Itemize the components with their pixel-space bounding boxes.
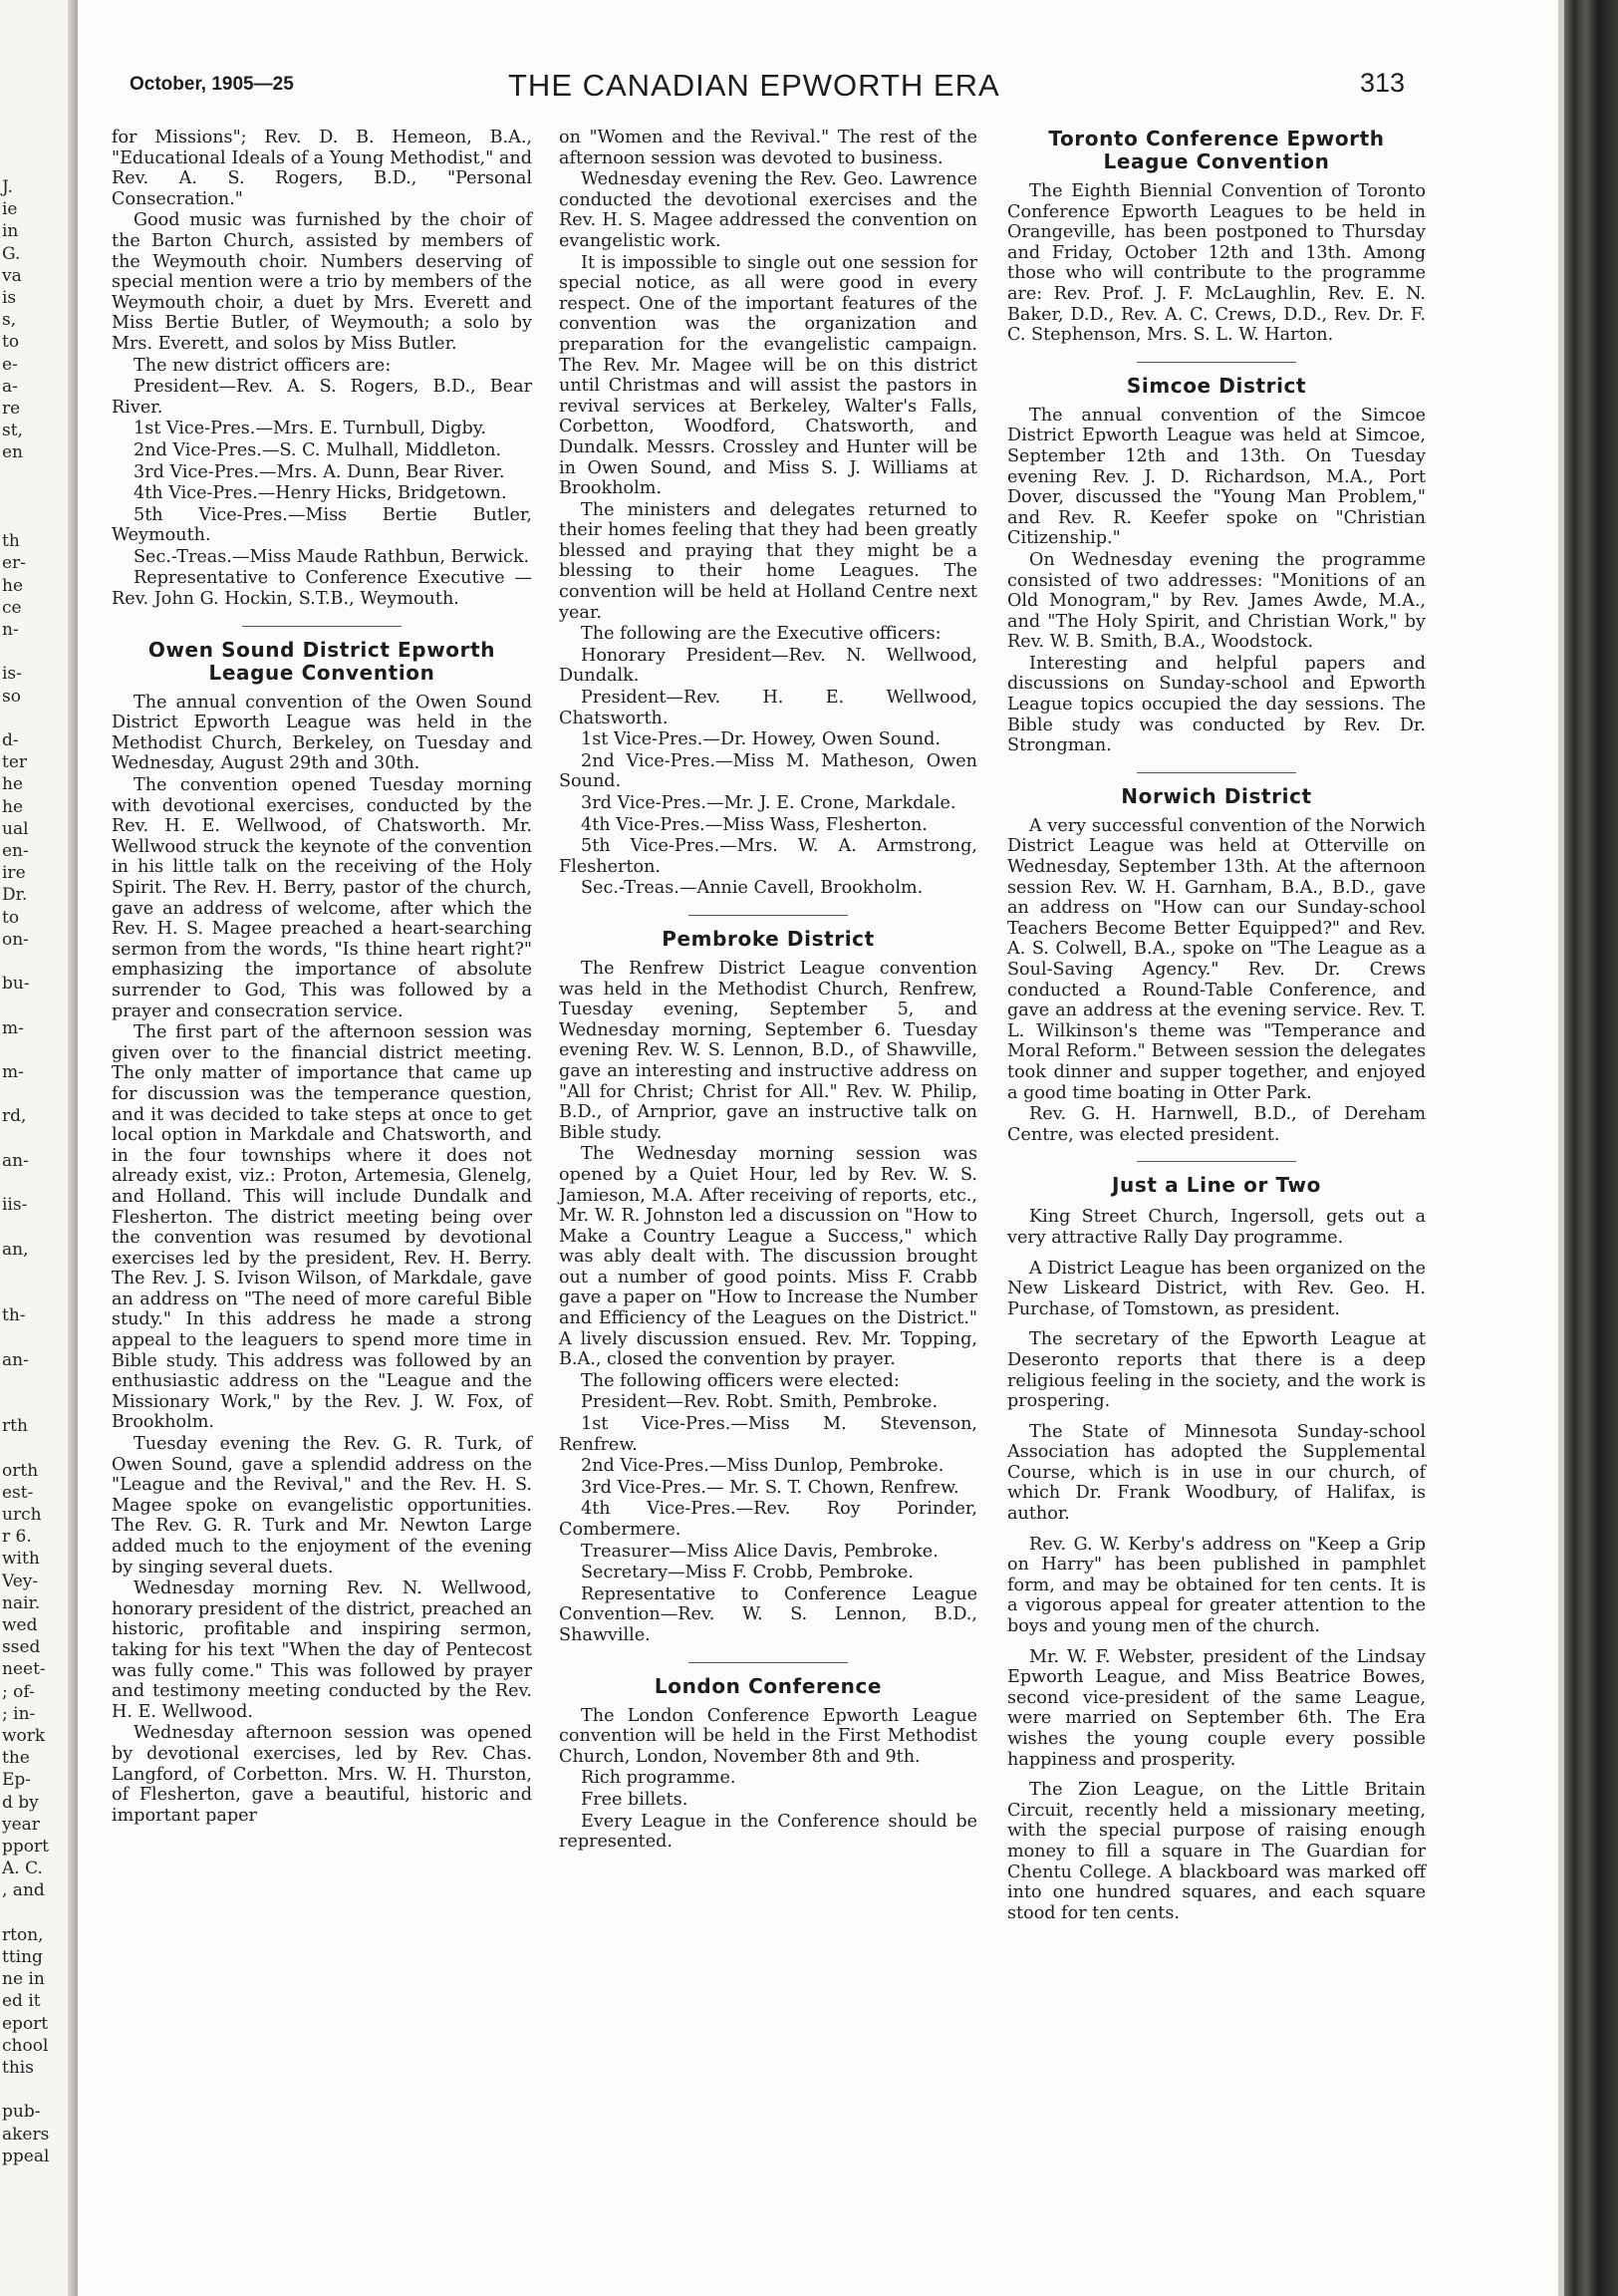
section-heading-toronto: Toronto Conference Epworth League Convention — [1048, 127, 1385, 173]
officer-line: 4th Vice-Pres.—Miss Wass, Flesherton. — [581, 814, 928, 835]
previous-page-fragment: G. — [2, 243, 21, 264]
binding-edge — [1564, 0, 1618, 2296]
paragraph: Every League in the Conference should be represented. — [559, 1811, 977, 1853]
news-item: The State of Minnesota Sunday-school Association has adopted the Supplemental Course, which is in use in our church, of which Dr. Frank Woodbury, of Halifax, is author. — [1007, 1421, 1426, 1525]
previous-page-fragment: s, — [2, 310, 17, 331]
previous-page-fragment: urch — [2, 1505, 42, 1525]
previous-page-fragment: Vey- — [2, 1571, 39, 1591]
officer-line: President—Rev. A. S. Rogers, B.D., Bear River. — [112, 377, 532, 418]
previous-page-fragment: ne in — [2, 1969, 45, 1990]
publication-title: THE CANADIAN EPWORTH ERA — [508, 68, 1000, 103]
previous-page-fragment: he — [2, 796, 24, 817]
previous-page-fragment: bu- — [2, 974, 30, 995]
section-heading-norwich: Norwich District — [1121, 783, 1312, 808]
previous-page-fragment: en- — [2, 841, 29, 861]
paragraph: It is impossible to single out one session for special notice, as all were good in every respect. One of the important features of the convention was the organization and preparation for the evangelistic campaign. The Rev. Mr. Magee will be on this district until Christmas and will assist the pastors in revival services at Berkeley, Walter's Falls, Corbetton, Woodford, Chatsworth, and Dundalk. Messrs. Crossley and Hunter will be in Owen Sound, and Miss S. J. Williams at Brookholm. — [559, 252, 977, 499]
paragraph: Wednesday evening the Rev. Geo. Lawrence conducted the devotional exercises and the Rev. H. S. Magee addressed the convention on evangelistic work. — [559, 169, 977, 251]
section-heading-just-a-line: Just a Line or Two — [1112, 1173, 1321, 1198]
officer-line: 5th Vice-Pres.—Miss Bertie Butler, Weymouth. — [112, 504, 532, 546]
previous-page-fragment: an- — [2, 1349, 29, 1370]
previous-page-fragment: d by — [2, 1792, 39, 1813]
previous-page-fragment: in — [2, 221, 19, 242]
section-heading-owen-sound: Owen Sound District Epworth League Convention — [147, 637, 496, 685]
section-divider — [688, 1662, 848, 1663]
previous-page-fragment: ; in- — [2, 1703, 36, 1724]
section-divider — [1137, 1161, 1296, 1162]
officer-line: 3rd Vice-Pres.— Mr. S. T. Chown, Renfrew. — [581, 1477, 959, 1498]
previous-page-fragment: n- — [2, 620, 19, 640]
previous-page-fragment: re — [2, 399, 21, 419]
news-item: King Street Church, Ingersoll, gets out a very attractive Rally Day programme. — [1007, 1207, 1426, 1248]
paragraph: Rich programme. — [581, 1768, 736, 1789]
previous-page-fragment: e- — [2, 354, 18, 375]
previous-page-fragment: en — [2, 442, 24, 463]
officer-line: 2nd Vice-Pres.—Miss M. Matheson, Owen Sound. — [559, 750, 977, 792]
previous-page-fragment: ppeal — [2, 2146, 50, 2166]
officer-line: 4th Vice-Pres.—Henry Hicks, Bridgetown. — [134, 483, 507, 504]
paragraph: The first part of the afternoon session was given over to the financial district meeting. The only matter of importance that came up for discussion was the temperance question, and it was decided to take steps at once to get local option in Markdale and Chatsworth, and in the four townships where it does not already exist, viz.: Proton, Artemesia, Glenelg, and Holland. This will include Dundalk and Flesherton. The district meeting being over the convention was resumed by devotional exercises led by the president, Rev. H. Berry. The Rev. J. S. Ivison Wilson, of Markdale, gave an address on "The need of more careful Bible study." In this address he made a strong appeal to the leaguers to spend more time in Bible study. This address was followed by an enthusiastic address on the "League and the Missionary Work," by the Rev. J. W. Fox, of Brookholm. — [112, 1022, 532, 1433]
previous-page-fragment: rth — [2, 1416, 28, 1437]
previous-page-fragment: wed — [2, 1615, 38, 1635]
paragraph: Interesting and helpful papers and discussions on Sunday-school and Epworth League topics occupied the day sessions. The Bible study was conducted by Rev. Dr. Strongman. — [1007, 653, 1426, 756]
previous-page-fragment: st, — [2, 421, 23, 441]
previous-page-fragment: rd, — [2, 1106, 27, 1127]
previous-page-fragment: J. — [2, 177, 13, 197]
officer-line: 1st Vice-Pres.—Miss M. Stevenson, Renfrew. — [559, 1414, 977, 1455]
previous-page-fragment: r 6. — [2, 1527, 32, 1548]
news-item: The secretary of the Epworth League at Deseronto reports that there is a deep religious feeling in the society, and the work is prospering. — [1007, 1329, 1426, 1412]
previous-page-fragment: , and — [2, 1880, 45, 1901]
previous-page-fragment: nair. — [2, 1592, 41, 1613]
previous-page-fragment: to — [2, 907, 20, 928]
previous-page-fragment: pport — [2, 1837, 49, 1857]
previous-page-fragment: work — [2, 1726, 46, 1746]
paragraph: on "Women and the Revival." The rest of the afternoon session was devoted to business. — [559, 128, 977, 168]
news-item: The Zion League, on the Little Britain Circuit, recently held a missionary meeting, with the special purpose of raising enough money to fill a square in The Guardian for Chentu College. A blackboard was marked off into one hundred squares, and each square stood for ten cents. — [1007, 1780, 1426, 1923]
officer-line: Sec.-Treas.—Miss Maude Rathbun, Berwick. — [134, 546, 530, 567]
previous-page-fragment: with — [2, 1549, 40, 1570]
officer-line: President—Rev. H. E. Wellwood, Chatsworth. — [559, 688, 977, 728]
paragraph: The Renfrew District League convention was held in the Methodist Church, Renfrew, Tuesday evening, September 5, and Wednesday morning, September 6. Tuesday evening Rev. W. S. Lennon, B.D., of Shawville, gave an interesting and instructive address on "All for Christ; Christ for All." Rev. W. Philip, B.D., of Arnprior, gave an instructive talk on Bible study. — [559, 958, 977, 1143]
news-item: A District League has been organized on the New Liskeard District, with Rev. Geo. H. Purchase, of Tomstown, as president. — [1007, 1258, 1426, 1319]
previous-page-fragment: est- — [2, 1482, 34, 1503]
officer-line: Representative to Conference League Convention—Rev. W. S. Lennon, B.D., Shawville. — [559, 1583, 977, 1645]
previous-page-fragment: Dr. — [2, 885, 28, 906]
previous-page-fragment: A. C. — [2, 1859, 43, 1879]
paragraph: The ministers and delegates returned to their homes feeling that they had been greatly blessed and praying that they might be a blessing to their home Leagues. The convention will be held at Holland Centre next year. — [559, 499, 977, 623]
previous-page-fragment: this — [2, 2058, 34, 2078]
column-3 — [1007, 128, 1426, 1924]
previous-page-fragment: is — [2, 288, 17, 308]
paragraph: The annual convention of the Owen Sound District Epworth League was held in the Methodist Church, Berkeley, on Tuesday and Wednesday, August 29th and 30th. — [112, 692, 532, 774]
issue-date: October, 1905—25 — [130, 74, 294, 95]
previous-page-fragment: ire — [2, 863, 26, 884]
previous-page-edge — [0, 0, 78, 2296]
officer-line: 1st Vice-Pres.—Mrs. E. Turnbull, Digby. — [134, 419, 486, 439]
section-divider — [1137, 362, 1296, 363]
previous-page-fragment: neet- — [2, 1659, 46, 1680]
section-heading-simcoe: Simcoe District — [1126, 373, 1307, 398]
paragraph: The following are the Executive officers: — [581, 624, 942, 645]
section-heading-pembroke: Pembroke District — [662, 926, 875, 951]
previous-page-fragment: ssed — [2, 1637, 41, 1658]
officer-line: 2nd Vice-Pres.—Miss Dunlop, Pembroke. — [581, 1456, 944, 1477]
paragraph: Wednesday afternoon session was opened by devotional exercises, led by Rev. Chas. Langford, of Corbetton. Mrs. W. H. Thurston, of Flesherton, gave a beautiful, historic and important paper — [112, 1723, 532, 1826]
previous-page-fragment: m- — [2, 1062, 24, 1082]
previous-page-fragment: d- — [2, 730, 19, 750]
section-divider — [1137, 772, 1296, 773]
page-gutter-shadow — [68, 0, 78, 2296]
section-heading-london: London Conference — [654, 1673, 883, 1698]
paragraph: Good music was furnished by the choir of the Barton Church, assisted by members of the Weymouth choir. Numbers deserving of special mention were a trio by members of the Weymouth choir, a duet by Mrs. Everett and Miss Bertie Butler, of Weymouth; a solo by Mrs. Everett, and solos by Miss Butler. — [112, 210, 532, 354]
column-1 — [112, 128, 532, 1827]
officer-line: 2nd Vice-Pres.—S. C. Mulhall, Middleton. — [134, 439, 502, 460]
previous-page-fragment: va — [2, 265, 22, 286]
previous-page-fragment: is- — [2, 664, 22, 685]
paragraph: The Wednesday morning session was opened by a Quiet Hour, led by Rev. W. S. Jamieson, M.A. After receiving of reports, etc., Mr. W. R. Johnston led a discussion on "How to Make a Country League a Success," which was ably dealt with. The discussion brought out a number of good points. Miss F. Crabb gave a paper on "How to Increase the Number and Efficiency of the Leagues on the District." A lively discussion ensued. Rev. Mr. Topping, B.A., closed the convention by prayer. — [559, 1144, 977, 1370]
previous-page-fragment: tting — [2, 1947, 43, 1967]
previous-page-fragment: he — [2, 774, 24, 795]
previous-page-fragment: ie — [2, 199, 18, 220]
previous-page-fragment: ed it — [2, 1991, 41, 2012]
section-divider — [242, 626, 402, 627]
previous-page-fragment: Ep- — [2, 1770, 32, 1791]
officer-line: 4th Vice-Pres.—Rev. Roy Porinder, Combermere. — [559, 1499, 977, 1540]
previous-page-fragment: to — [2, 332, 20, 353]
previous-page-fragment: chool — [2, 2035, 49, 2056]
paragraph: The annual convention of the Simcoe District Epworth League was held at Simcoe, September 12th and 13th. On Tuesday evening Rev. J. D. Richardson, M.A., Port Dover, discussed the "Young Man Problem," and Rev. R. Keefer spoke on "Christian Citizenship." — [1007, 405, 1426, 549]
officer-line: Treasurer—Miss Alice Davis, Pembroke. — [581, 1541, 939, 1562]
previous-page-fragment: an- — [2, 1150, 29, 1171]
officer-line: 3rd Vice-Pres.—Mr. J. E. Crone, Markdale. — [581, 793, 956, 813]
previous-page-fragment: rton, — [2, 1924, 44, 1945]
previous-page-fragment: pub- — [2, 2102, 41, 2123]
page-header — [130, 68, 1405, 108]
officer-line: Representative to Conference Executive —Rev. John G. Hockin, S.T.B., Weymouth. — [112, 568, 532, 610]
paragraph: for Missions"; Rev. D. B. Hemeon, B.A., "Educational Ideals of a Young Methodist," and Rev. A. S. Rogers, B.D., "Personal Consecration." — [112, 128, 532, 209]
paragraph: The convention opened Tuesday morning with devotional exercises, conducted by the Rev. H. E. Wellwood, of Chatsworth. Mr. Wellwood struck the keynote of the convention in his little talk on the receiving of the Holy Spirit. The Rev. H. Berry, pastor of the church, gave an address of welcome, after which the Rev. H. S. Magee preached a heart-searching sermon from the words, "Is thine heart right?" emphasizing the importance of absolute surrender to God, This was followed by a prayer and consecration service. — [112, 775, 532, 1021]
officer-line: Sec.-Treas.—Annie Cavell, Brookholm. — [581, 878, 924, 899]
previous-page-fragment: orth — [2, 1460, 39, 1481]
paragraph: The following officers were elected: — [581, 1370, 900, 1391]
previous-page-fragment: ter — [2, 752, 28, 773]
paragraph: Rev. G. H. Harnwell, B.D., of Dereham Centre, was elected president. — [1007, 1104, 1426, 1145]
previous-page-fragment: eport — [2, 2013, 49, 2034]
previous-page-fragment: an, — [2, 1239, 29, 1260]
previous-page-fragment: er- — [2, 553, 26, 574]
officer-line: 3rd Vice-Pres.—Mrs. A. Dunn, Bear River. — [134, 461, 505, 482]
previous-page-fragment: so — [2, 686, 21, 707]
previous-page-fragment: iis- — [2, 1195, 28, 1216]
previous-page-fragment: he — [2, 575, 24, 596]
section-divider — [688, 915, 848, 916]
officer-line: 5th Vice-Pres.—Mrs. W. A. Armstrong, Flesherton. — [559, 836, 977, 877]
previous-page-fragment: th- — [2, 1305, 26, 1326]
previous-page-fragment: ; of- — [2, 1681, 35, 1702]
paragraph: Free billets. — [581, 1789, 688, 1810]
previous-page-fragment: ual — [2, 818, 29, 839]
paragraph: Tuesday evening the Rev. G. R. Turk, of Owen Sound, gave a splendid address on the "League and the Revival," and the Rev. H. S. Magee spoke on evangelistic opportunities. The Rev. G. R. Turk and Mr. Newton Large added much to the enjoyment of the evening by singing several duets. — [112, 1434, 532, 1578]
paragraph: The Eighth Biennial Convention of Toronto Conference Epworth Leagues to be held in Orangeville, has been postponed to Thursday and Friday, October 12th and 13th. Among those who will contribute to the programme are: Rev. Prof. J. F. McLaughlin, Rev. E. N. Baker, D.D., Rev. A. C. Crews, D.D., Rev. Dr. F. C. Stephenson, Mrs. S. L. W. Harton. — [1007, 181, 1426, 346]
officer-line: 1st Vice-Pres.—Dr. Howey, Owen Sound. — [581, 729, 941, 750]
page-number: 313 — [1359, 68, 1405, 98]
previous-page-fragment: year — [2, 1814, 40, 1835]
previous-page-fragment: on- — [2, 929, 29, 950]
paragraph: A very successful convention of the Norwich District League was held at Otterville on Wednesday, September 13th. At the afternoon session Rev. W. H. Garnham, B.A., B.D., gave an address on "How can our Sunday-school Teachers Become Better Equipped?" and Rev. A. S. Colwell, B.A., spoke on "The League as a Soul-Saving Agency." Rev. Dr. Crews conducted a Round-Table Conference, and gave an address at the evening service. Rev. T. L. Wilkinson's theme was "Temperance and Moral Reform." Between session the delegates took dinner and supper together, and enjoyed a good time boating in Otter Park. — [1007, 815, 1426, 1103]
previous-page-fragment: the — [2, 1748, 30, 1769]
paragraph: Wednesday morning Rev. N. Wellwood, honorary president of the district, preached an historic, profitable and inspiring sermon, taking for his text "When the day of Pentecost was fully come." This was followed by prayer and testimony meeting conducted by the Rev. H. E. Wellwood. — [112, 1578, 532, 1722]
paragraph: On Wednesday evening the programme consisted of two addresses: "Monitions of an Old Monogram," by Rev. James Awde, M.A., and "The Holy Spirit, and Christian Work," by Rev. W. B. Smith, B.A., Woodstock. — [1007, 549, 1426, 653]
previous-page-fragment: th — [2, 531, 20, 552]
officer-line: President—Rev. Robt. Smith, Pembroke. — [581, 1392, 939, 1413]
column-2 — [559, 128, 977, 1854]
previous-page-fragment: akers — [2, 2124, 50, 2145]
news-item: Mr. W. F. Webster, president of the Lindsay Epworth League, and Miss Beatrice Bowes, second vice-president of the same League, were married on September 6th. The Era wishes the young couple every possible happiness and prosperity. — [1007, 1646, 1426, 1770]
news-item: Rev. G. W. Kerby's address on "Keep a Grip on Harry" has been published in pamphlet form, and may be obtained for ten cents. It is a vigorous appeal for greater attention to the boys and young men of the church. — [1007, 1534, 1426, 1637]
officer-line: Secretary—Miss F. Crobb, Pembroke. — [581, 1563, 914, 1583]
previous-page-fragment: ce — [2, 597, 22, 618]
paragraph: The new district officers are: — [134, 355, 392, 376]
officer-line: Honorary President—Rev. N. Wellwood, Dundalk. — [559, 645, 977, 687]
previous-page-fragment: m- — [2, 1017, 24, 1038]
previous-page-fragment: a- — [2, 376, 18, 397]
paragraph: The London Conference Epworth League convention will be held in the First Methodist Church, London, November 8th and 9th. — [559, 1705, 977, 1767]
